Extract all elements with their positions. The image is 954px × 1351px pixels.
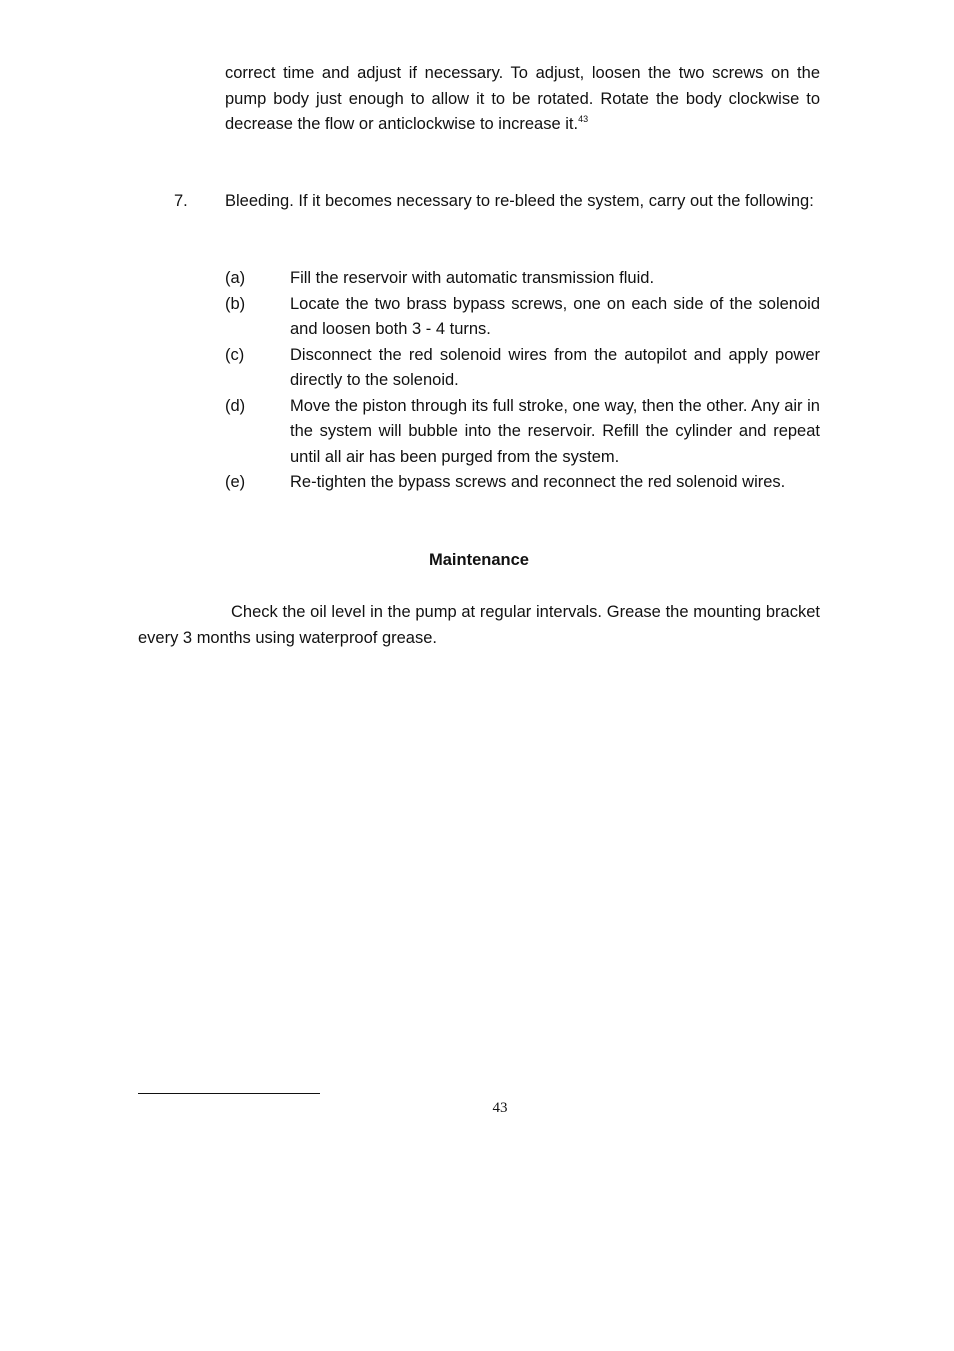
- page-number: 43: [492, 1100, 508, 1116]
- list-item-text: Move the piston through its full stroke, one way, then the other. Any air in the system will bubble into the reservoir. Refill the cylinder and repeat until all air has been purged from the system.: [290, 396, 820, 466]
- list-item: [225, 470, 820, 496]
- numbered-item-7: [174, 189, 820, 215]
- list-item-text: Fill the reservoir with automatic transmission fluid.: [290, 269, 655, 287]
- list-item-text: Re-tighten the bypass screws and reconnect the red solenoid wires.: [290, 473, 786, 491]
- continuation-text: correct time and adjust if necessary. To adjust, loosen the two screws on the pump body just enough to allow it to be rotated. Rotate the body clockwise to decrease the flow or anticlockwise to increase it.: [225, 64, 820, 133]
- bleeding-steps-list: [225, 266, 820, 496]
- list-item-label: (a): [225, 269, 246, 287]
- list-item: [225, 266, 820, 292]
- maintenance-paragraph: Check the oil level in the pump at regular intervals. Grease the mounting bracket every 3 months using waterproof grease.: [138, 603, 820, 647]
- list-item: [225, 292, 820, 343]
- section-heading: Maintenance: [429, 551, 529, 569]
- list-item-text: Locate the two brass bypass screws, one on each side of the solenoid and loosen both 3 - 4 turns.: [290, 294, 820, 338]
- footnote-separator: [138, 1093, 320, 1094]
- list-item-label: (c): [225, 345, 245, 364]
- footnote-reference[interactable]: 43: [578, 113, 589, 124]
- list-item: [225, 394, 820, 471]
- list-item-label: (e): [225, 473, 246, 491]
- list-item: [225, 343, 820, 394]
- item-text: Bleeding. If it becomes necessary to re-bleed the system, carry out the following:: [225, 192, 814, 210]
- continuation-paragraph: [225, 61, 820, 138]
- item-number: 7.: [174, 192, 188, 210]
- list-item-label: (b): [225, 294, 246, 313]
- list-item-label: (d): [225, 396, 246, 415]
- list-item-text: Disconnect the red solenoid wires from the autopilot and apply power directly to the solenoid.: [290, 345, 820, 389]
